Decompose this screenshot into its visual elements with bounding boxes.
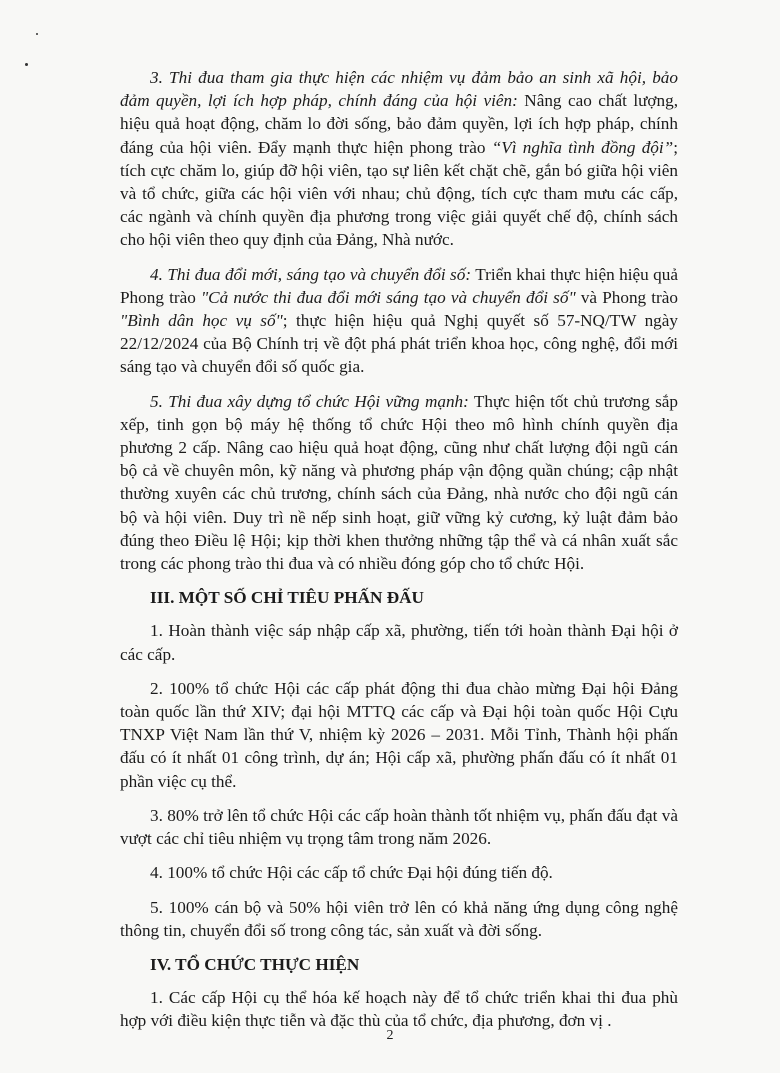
target-item: 3. 80% trở lên tổ chức Hội các cấp hoàn thành tốt nhiệm vụ, phấn đấu đạt và vượt các chỉ tiêu nhiệm vụ trọng tâm trong năm 2026.	[120, 805, 678, 849]
document-body	[120, 66, 678, 1044]
section-4-text-a: Triển khai thực hiện hiệu quả Phong trào	[120, 264, 678, 307]
section-4-text-c: ; thực hiện hiệu quả Nghị quyết số 57-NQ/TW ngày 22/12/2024 của Bộ Chính trị về đột phá phát triển khoa học, công nghệ, đổi mới sáng tạo và chuyển đổi số quốc gia.	[120, 311, 678, 377]
target-item: 2. 100% tổ chức Hội các cấp phát động thi đua chào mừng Đại hội Đảng toàn quốc lần thứ XIV; đại hội MTTQ các cấp và Đại hội toàn quốc Hội Cựu TNXP Việt Nam lần thứ V, nhiệm kỳ 2026 – 2031. Mỗi Tỉnh, Thành hội phấn đấu có ít nhất 01 công trình, dự án; Hội cấp xã, phường phấn đấu có ít nhất 01 phần việc cụ thể.	[120, 678, 678, 791]
scan-speck	[36, 33, 38, 35]
section-3-paragraph	[120, 66, 678, 252]
target-item: 1. Hoàn thành việc sáp nhập cấp xã, phường, tiến tới hoàn thành Đại hội ở các cấp.	[120, 621, 678, 664]
target-item: 4. 100% tổ chức Hội các cấp tổ chức Đại hội đúng tiến độ.	[150, 863, 553, 883]
scan-speck	[25, 63, 28, 66]
section-3-text-b: ; tích cực chăm lo, giúp đỡ hội viên, tạo sự liên kết chặt chẽ, gắn bó giữa hội viên và tổ chức, giữa các hội viên với nhau; chủ động, tích cực tham mưu các cấp, các ngành và chính quyền địa phương trong việc giải quyết chế độ, chính sách cho hội viên theo quy định của Đảng, Nhà nước.	[120, 137, 678, 250]
section-3-quote: “Vì nghĩa tình đồng đội”	[491, 137, 674, 157]
section-4-quote-b: "Bình dân học vụ số"	[120, 311, 283, 331]
implementation-item: 1. Các cấp Hội cụ thể hóa kế hoạch này để tổ chức triển khai thi đua phù hợp với điều kiện thực tiễn và đặc thù của tổ chức, địa phương, đơn vị .	[120, 988, 678, 1031]
section-4-paragraph	[120, 263, 678, 379]
section-4-lead: 4. Thi đua đổi mới, sáng tạo và chuyển đổi số:	[150, 264, 472, 284]
heading-implementation: IV. TỔ CHỨC THỰC HIỆN	[150, 954, 360, 974]
section-5-paragraph	[120, 390, 678, 576]
section-5-text: Thực hiện tốt chủ trương sắp xếp, tinh gọn bộ máy hệ thống tổ chức Hội theo mô hình chính quyền địa phương 2 cấp. Nâng cao hiệu quả hoạt động, cũng như chất lượng đội ngũ cán bộ cả về chuyên môn, kỹ năng và phương pháp vận động quần chúng; cập nhật thường xuyên các chủ trương, chính sách của Đảng, nhà nước cho đội ngũ cán bộ và hội viên. Duy trì nề nếp sinh hoạt, giữ vững kỷ cương, kỷ luật đảm bảo đúng theo Điều lệ Hội; kịp thời khen thưởng những tập thể và cá nhân xuất sắc trong các phong trào thi đua và có nhiều đóng góp cho tổ chức Hội.	[120, 391, 679, 574]
section-3-text-a: Nâng cao chất lượng, hiệu quả hoạt động, chăm lo đời sống, bảo đảm quyền, lợi ích hợp pháp, chính đáng của hội viên. Đẩy mạnh thực hiện phong trào	[120, 91, 678, 157]
target-item: 5. 100% cán bộ và 50% hội viên trở lên có khả năng ứng dụng công nghệ thông tin, chuyển đổi số trong công tác, sản xuất và đời sống.	[120, 897, 678, 940]
heading-targets: III. MỘT SỐ CHỈ TIÊU PHẤN ĐẤU	[150, 588, 424, 608]
section-4-text-b: và Phong trào	[575, 287, 678, 307]
section-4-quote-a: "Cả nước thi đua đổi mới sáng tạo và chuyển đổi số"	[200, 287, 576, 307]
section-3-lead: 3. Thi đua tham gia thực hiện các nhiệm vụ đảm bảo an sinh xã hội, bảo đảm quyền, lợi ích hợp pháp, chính đáng của hội viên:	[120, 68, 678, 111]
page-number: 2	[386, 1028, 394, 1043]
section-5-lead: 5. Thi đua xây dựng tổ chức Hội vững mạnh:	[150, 391, 469, 411]
